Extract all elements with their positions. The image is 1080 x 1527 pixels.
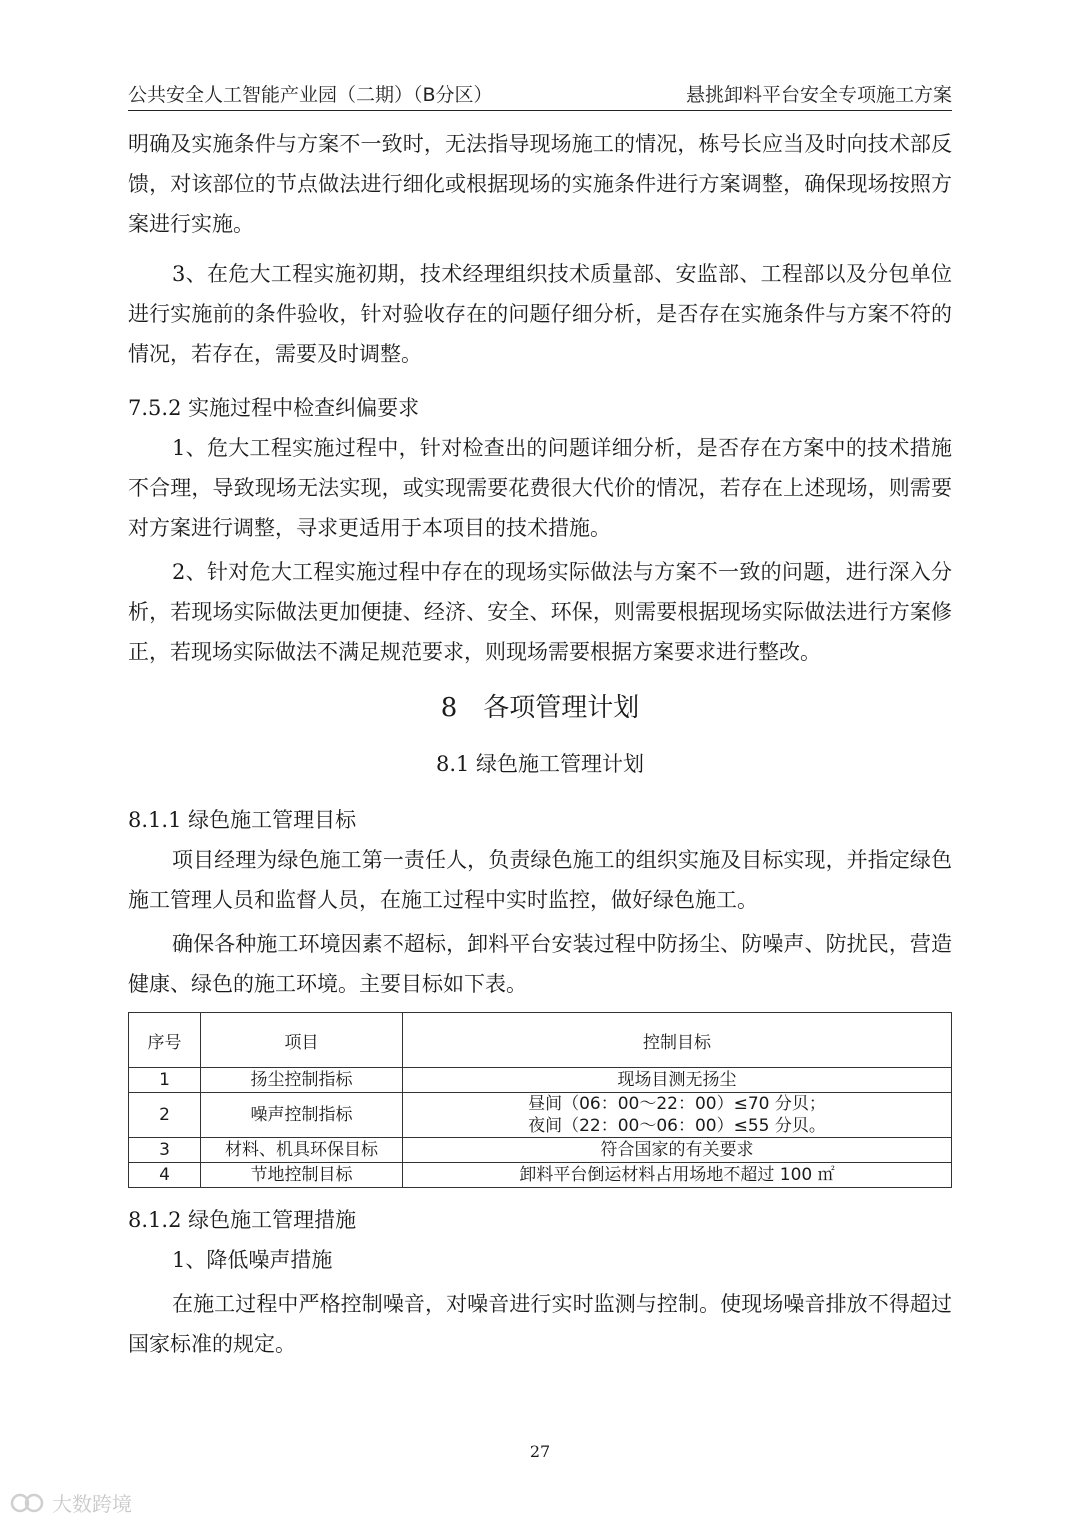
watermark-logo-icon: [10, 1492, 46, 1514]
watermark-text: 大数跨境: [52, 1492, 132, 1516]
paragraph: 1、危大工程实施过程中，针对检查出的问题详细分析，是否存在方案中的技术措施不合理，导致现场无法实现，或实现需要花费很大代价的情况，若存在上述现场，则需要对方案进行调整，寻求更适用于本项目的技术措施。: [128, 436, 952, 540]
table-header-cell: 控制目标: [403, 1013, 952, 1068]
table-cell: [403, 1093, 952, 1138]
table-cell-line: 夜间（22：00～06：00）≤55 分贝。: [528, 1116, 826, 1136]
table-cell-line: 昼间（06：00～22：00）≤70 分贝；: [528, 1094, 826, 1114]
table-cell: 1: [129, 1068, 201, 1093]
table-row: [129, 1093, 952, 1138]
table-row: [129, 1068, 952, 1093]
header-project-name: 公共安全人工智能产业园（二期）（B分区）: [128, 84, 493, 106]
paragraph: 确保各种施工环境因素不超标，卸料平台安装过程中防扬尘、防噪声、防扰民，营造健康、绿色的施工环境。主要目标如下表。: [128, 932, 952, 996]
page-body: [128, 124, 952, 1364]
header-document-title: 悬挑卸料平台安全专项施工方案: [685, 84, 952, 106]
table-header-cell: 项目: [201, 1013, 403, 1068]
subsection-heading: 8.1.2 绿色施工管理措施: [128, 1208, 357, 1232]
table-row: [129, 1138, 952, 1163]
page-number: 27: [529, 1442, 551, 1461]
paragraph: 明确及实施条件与方案不一致时，无法指导现场施工的情况，栋号长应当及时向技术部反馈，对该部位的节点做法进行细化或根据现场的实施条件进行方案调整，确保现场按照方案进行实施。: [128, 132, 952, 236]
table-row: [129, 1163, 952, 1188]
table-cell: 材料、机具环保目标: [201, 1138, 403, 1163]
table-cell: 2: [129, 1093, 201, 1138]
table-cell: 扬尘控制指标: [201, 1068, 403, 1093]
table-cell: 现场目测无扬尘: [403, 1068, 952, 1093]
paragraph: 3、在危大工程实施初期，技术经理组织技术质量部、安监部、工程部以及分包单位进行实施前的条件验收，针对验收存在的问题仔细分析，是否存在实施条件与方案不符的情况，若存在，需要及时调整。: [128, 262, 952, 366]
subsection-heading: 7.5.2 实施过程中检查纠偏要求: [128, 396, 420, 420]
paragraph: 2、针对危大工程实施过程中存在的现场实际做法与方案不一致的问题，进行深入分析，若现场实际做法更加便捷、经济、安全、环保，则需要根据现场实际做法进行方案修正，若现场实际做法不满足规范要求，则现场需要根据方案要求进行整改。: [128, 560, 952, 664]
table-cell: 噪声控制指标: [201, 1093, 403, 1138]
table-cell: 卸料平台倒运材料占用场地不超过 100 ㎡: [403, 1163, 952, 1188]
subsection-heading: 8.1.1 绿色施工管理目标: [128, 808, 357, 832]
green-construction-table: [128, 1012, 952, 1188]
watermark: [10, 1488, 132, 1517]
page-header: [128, 76, 952, 111]
section-heading: 8 各项管理计划: [440, 693, 640, 723]
table-cell: 节地控制目标: [201, 1163, 403, 1188]
list-item: 1、降低噪声措施: [172, 1248, 333, 1272]
table-cell: 4: [129, 1163, 201, 1188]
table-cell: 符合国家的有关要求: [403, 1138, 952, 1163]
paragraph: 在施工过程中严格控制噪音，对噪音进行实时监测与控制。使现场噪音排放不得超过国家标准的规定。: [128, 1292, 952, 1356]
table-cell: 3: [129, 1138, 201, 1163]
paragraph: 项目经理为绿色施工第一责任人，负责绿色施工的组织实施及目标实现，并指定绿色施工管理人员和监督人员，在施工过程中实时监控，做好绿色施工。: [128, 848, 952, 912]
subsection-title: 8.1 绿色施工管理计划: [435, 752, 645, 776]
table-header-cell: 序号: [129, 1013, 201, 1068]
table-header-row: [129, 1013, 952, 1068]
